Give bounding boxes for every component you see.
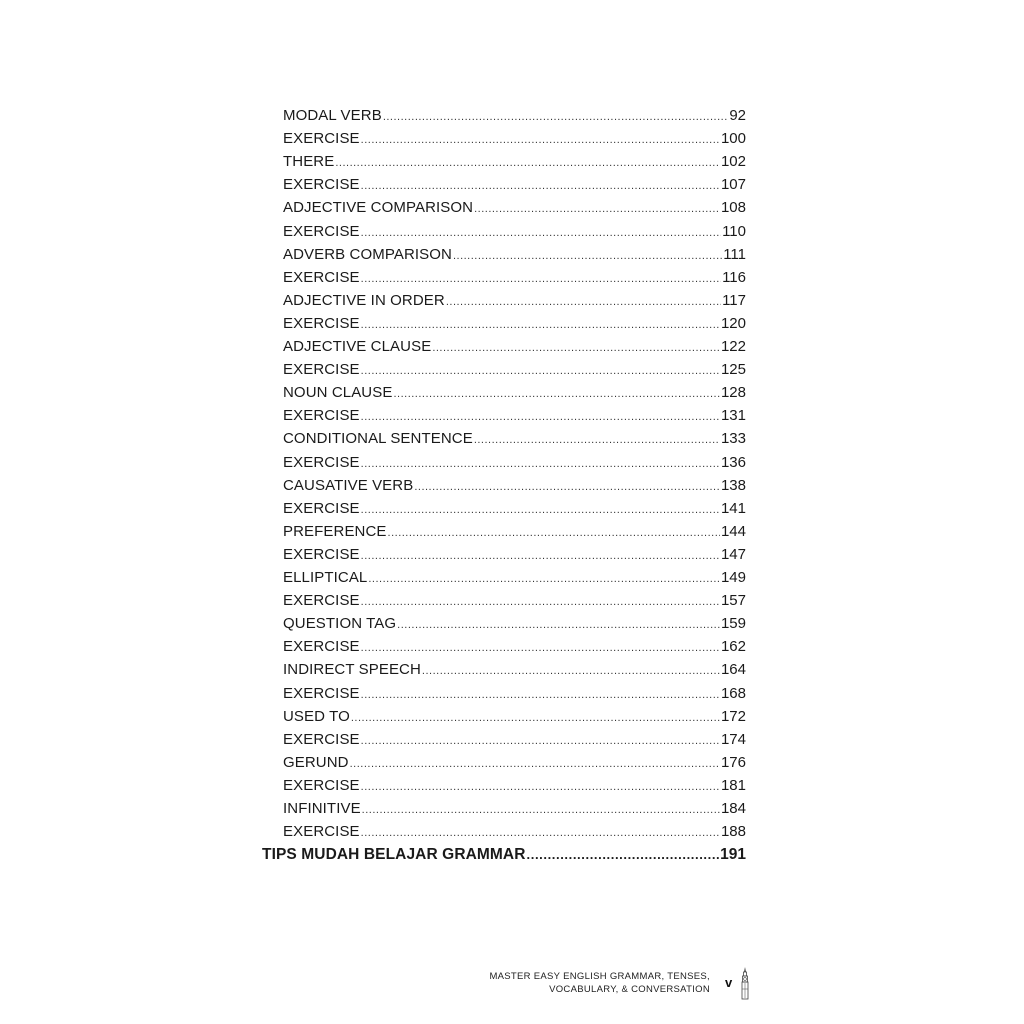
- toc-entry-title: ADJECTIVE IN ORDER: [283, 291, 445, 309]
- toc-entry: [283, 358, 746, 381]
- toc-entry-page: 128: [720, 384, 746, 402]
- toc-entry: [283, 335, 746, 358]
- toc-entry-page: 141: [720, 499, 746, 517]
- toc-entry-page: 176: [720, 753, 746, 771]
- toc-entry: [283, 427, 746, 450]
- toc-entry-title: EXERCISE: [283, 268, 360, 286]
- dot-leader: [361, 637, 720, 660]
- dot-leader: [432, 337, 720, 360]
- dot-leader: [361, 268, 721, 291]
- toc-entry-page: 92: [729, 107, 746, 124]
- toc-chapter-entry: [262, 843, 746, 866]
- footer-book-title-line1: MASTER EASY ENGLISH GRAMMAR, TENSES,: [489, 971, 710, 982]
- toc-entry-title: ADVERB COMPARISON: [283, 245, 452, 263]
- toc-entry: [283, 589, 746, 612]
- toc-entry-page: 191: [720, 846, 746, 864]
- dot-leader: [361, 684, 720, 707]
- toc-entry: [283, 289, 746, 312]
- page-number: v: [725, 975, 733, 990]
- toc-entry: [283, 127, 746, 150]
- toc-entry-title: EXERCISE: [283, 499, 360, 517]
- toc-entry: [283, 220, 746, 243]
- toc-entry-page: 159: [720, 615, 746, 633]
- toc-entry: [283, 173, 746, 196]
- dot-leader: [361, 129, 720, 152]
- toc-entry: [283, 497, 746, 520]
- big-ben-tower-icon: [739, 967, 751, 1000]
- toc-entry: [283, 774, 746, 797]
- toc-entry: [283, 728, 746, 751]
- toc-entry: [283, 243, 746, 266]
- dot-leader: [362, 799, 720, 822]
- toc-entry-title: EXERCISE: [283, 592, 360, 610]
- toc-entry: [283, 150, 746, 173]
- toc-entry-page: 110: [722, 222, 746, 240]
- toc-entry-page: 125: [720, 361, 746, 379]
- toc-entry-title: EXERCISE: [283, 776, 360, 794]
- toc-entry: [283, 196, 746, 219]
- dot-leader: [361, 776, 720, 799]
- dot-leader: [361, 730, 720, 753]
- toc-entry-page: 164: [720, 661, 746, 679]
- dot-leader: [361, 822, 720, 845]
- toc-entry-page: 108: [720, 199, 746, 217]
- toc-entry-page: 120: [720, 314, 746, 332]
- toc-entry-title: PREFERENCE: [283, 522, 387, 540]
- dot-leader: [350, 753, 720, 776]
- dot-leader: [361, 360, 720, 383]
- toc-entry-title: CONDITIONAL SENTENCE: [283, 430, 473, 448]
- toc-entry-title: EXERCISE: [283, 176, 360, 194]
- toc-entry-page: 147: [720, 545, 746, 563]
- toc-entry-title: ADJECTIVE COMPARISON: [283, 199, 474, 217]
- running-footer: [470, 970, 710, 996]
- toc-entry-title: QUESTION TAG: [283, 615, 397, 633]
- toc-entry: [283, 312, 746, 335]
- toc-entry: [283, 751, 746, 774]
- dot-leader: [361, 314, 720, 337]
- dot-leader: [361, 545, 720, 568]
- toc-entry-page: 174: [720, 730, 746, 748]
- toc-entry-title: EXERCISE: [283, 638, 360, 656]
- toc-entry-page: 102: [720, 153, 746, 171]
- toc-entry-page: 188: [720, 823, 746, 841]
- toc-entry: [283, 451, 746, 474]
- dot-leader: [361, 453, 720, 476]
- toc-entry-page: 162: [720, 638, 746, 656]
- toc-entry-page: 111: [723, 245, 746, 263]
- dot-leader: [393, 383, 720, 406]
- toc-entry-title: EXERCISE: [283, 407, 360, 425]
- toc-entry-page: 157: [720, 592, 746, 610]
- toc-entry-page: 100: [720, 130, 746, 148]
- toc-entry: [283, 705, 746, 728]
- toc-entry: [283, 820, 746, 843]
- toc-entry: [283, 682, 746, 705]
- toc-entry: [283, 797, 746, 820]
- toc-entry-title: USED TO: [283, 707, 350, 725]
- dot-leader: [361, 499, 720, 522]
- toc-entry: [283, 612, 746, 635]
- toc-entry: [283, 266, 746, 289]
- dot-leader: [388, 522, 720, 545]
- dot-leader: [368, 568, 720, 591]
- toc-entry: [283, 104, 746, 127]
- toc-entry-title: EXERCISE: [283, 130, 360, 148]
- toc-entry-title: ELLIPTICAL: [283, 569, 368, 586]
- toc-entry-page: 131: [720, 407, 746, 425]
- toc-entry-title: EXERCISE: [283, 823, 360, 841]
- toc-entry-title: EXERCISE: [283, 684, 360, 702]
- toc-entry-title: INDIRECT SPEECH: [283, 661, 421, 679]
- toc-entry-page: 149: [720, 569, 746, 586]
- dot-leader: [361, 222, 721, 245]
- toc-entry-title: EXERCISE: [283, 730, 360, 748]
- toc-entry-page: 107: [720, 176, 746, 194]
- toc-entry-title: CAUSATIVE VERB: [283, 476, 414, 494]
- toc-entry: [283, 381, 746, 404]
- toc-entry: [283, 566, 746, 589]
- toc-entry-page: 144: [720, 522, 746, 540]
- dot-leader: [335, 152, 720, 175]
- toc-entry-page: 116: [722, 268, 746, 286]
- toc-entry: [283, 658, 746, 681]
- toc-entry-title: EXERCISE: [283, 453, 360, 471]
- dot-leader: [351, 707, 720, 730]
- toc-entry-title: MODAL VERB: [283, 107, 382, 124]
- toc-entry-title: EXERCISE: [283, 314, 360, 332]
- toc-entry: [283, 543, 746, 566]
- dot-leader: [361, 406, 720, 429]
- toc-entry-title: TIPS MUDAH BELAJAR GRAMMAR: [262, 846, 526, 864]
- toc-entry-page: 138: [720, 476, 746, 494]
- dot-leader: [414, 476, 720, 499]
- toc-entry: [283, 474, 746, 497]
- toc-entry-title: THERE: [283, 153, 335, 171]
- toc-entry: [283, 520, 746, 543]
- dot-leader: [527, 843, 720, 866]
- dot-leader: [474, 198, 720, 221]
- toc-entry-title: EXERCISE: [283, 222, 360, 240]
- toc-entry-page: 136: [720, 453, 746, 471]
- dot-leader: [361, 175, 720, 198]
- dot-leader: [361, 591, 720, 614]
- toc-entry-title: NOUN CLAUSE: [283, 384, 393, 402]
- toc-entry: [283, 635, 746, 658]
- toc-entry-page: 172: [720, 707, 746, 725]
- toc-entry: [283, 404, 746, 427]
- toc-entry-title: INFINITIVE: [283, 800, 361, 817]
- toc-entry-page: 184: [720, 800, 746, 817]
- toc-entry-page: 133: [720, 430, 746, 448]
- dot-leader: [453, 245, 722, 268]
- dot-leader: [383, 106, 729, 129]
- toc-entry-title: ADJECTIVE CLAUSE: [283, 338, 432, 355]
- dot-leader: [446, 291, 721, 314]
- toc-entry-page: 168: [720, 684, 746, 702]
- toc-entry-page: 181: [720, 776, 746, 794]
- toc-entry-page: 117: [722, 291, 746, 309]
- toc-entry-page: 122: [720, 338, 746, 355]
- toc-entry-title: EXERCISE: [283, 545, 360, 563]
- toc-entry-title: GERUND: [283, 753, 349, 771]
- footer-book-title-line2: VOCABULARY, & CONVERSATION: [549, 984, 710, 995]
- dot-leader: [422, 660, 720, 683]
- toc-entry-title: EXERCISE: [283, 361, 360, 379]
- dot-leader: [397, 614, 720, 637]
- dot-leader: [474, 429, 720, 452]
